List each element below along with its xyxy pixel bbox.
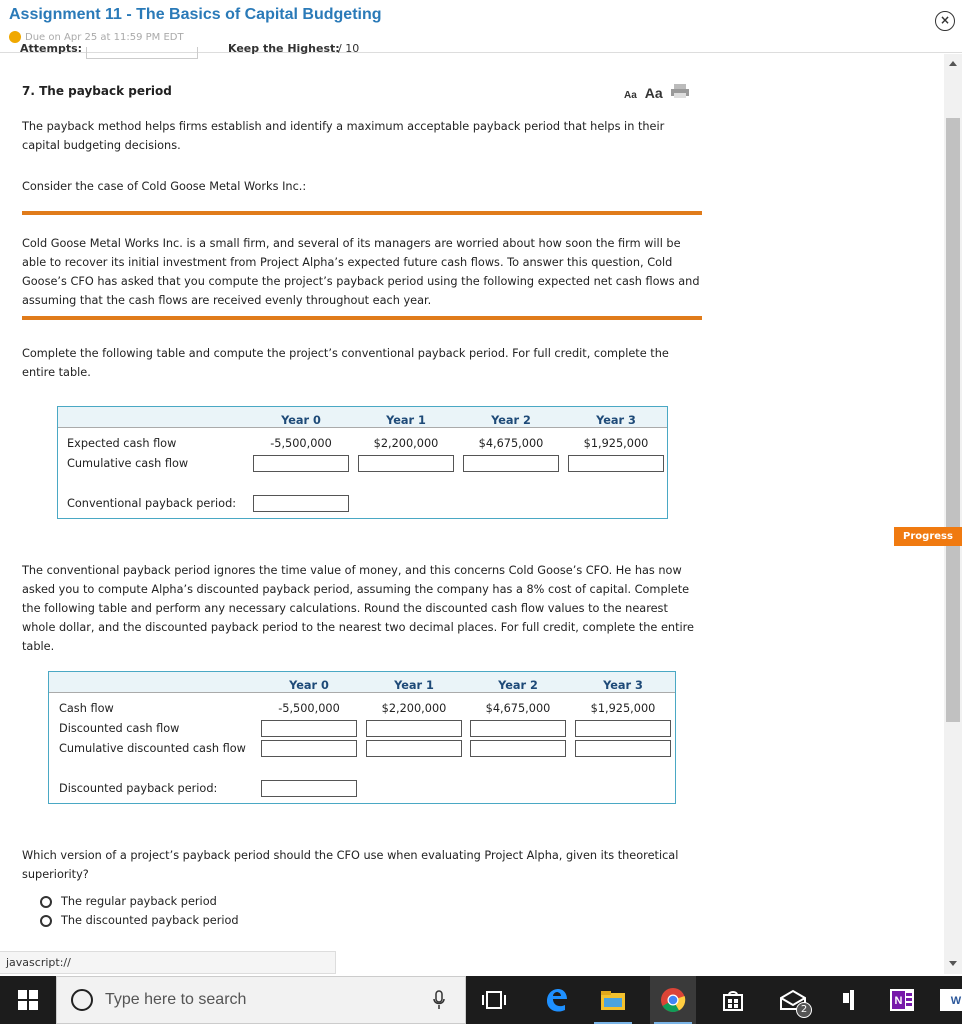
cum-discounted-input-year2[interactable]: [470, 740, 566, 757]
attempts-boxes: [86, 47, 198, 59]
discounted-payback-table: [48, 671, 676, 804]
case-paragraph: Cold Goose Metal Works Inc. is a small firm, and several of its managers are worried about how soon the firm will be able to recover its initial investment from Project Alpha’s expected future cash flows. To answer this question, Cold Goose’s CFO has asked that you compute the project’s payback period using the following expected net cash flows and assuming that the cash flows are received evenly throughout each year.: [22, 237, 700, 307]
scrollbar-thumb[interactable]: [946, 118, 960, 722]
cortana-icon: [71, 989, 93, 1011]
progress-tab[interactable]: Progress: [894, 527, 962, 546]
col2-header-year2: Year 2: [498, 679, 538, 692]
cumulative-input-year3[interactable]: [568, 455, 664, 472]
edge-button[interactable]: [534, 976, 578, 1024]
col2-header-year3: Year 3: [603, 679, 643, 692]
question-content: [0, 54, 944, 974]
t2-cash-flow-year2: $4,675,000: [485, 702, 551, 715]
t2-cash-flow-year3: $1,925,000: [590, 702, 656, 715]
assignment-title: Assignment 11 - The Basics of Capital Budgeting: [9, 6, 382, 23]
font-controls: [624, 84, 689, 101]
scroll-up-arrow-icon[interactable]: [949, 61, 957, 66]
due-text: Due on Apr 25 at 11:59 PM EDT: [25, 31, 184, 43]
divider-bottom: [22, 316, 702, 320]
onenote-button[interactable]: [882, 976, 922, 1024]
font-increase-button[interactable]: Aa: [644, 85, 663, 101]
col2-header-year1: Year 1: [394, 679, 434, 692]
chrome-icon: [660, 987, 686, 1013]
payback-table: [57, 406, 668, 519]
microphone-icon[interactable]: [433, 991, 445, 1009]
divider-top: [22, 211, 702, 215]
conventional-payback-label: Conventional payback period:: [67, 497, 237, 510]
tray-app-button[interactable]: [830, 976, 868, 1024]
flag-icon: [841, 988, 857, 1012]
mc-prompt: Which version of a project’s payback period should the CFO use when evaluating Project Alpha, given its theoretical superiority?: [22, 849, 679, 881]
option-discounted-payback[interactable]: [40, 914, 239, 927]
file-explorer-button[interactable]: [590, 976, 636, 1024]
folder-icon: [600, 989, 626, 1011]
option-label: The discounted payback period: [61, 914, 239, 927]
word-icon: [940, 989, 962, 1011]
assignment-header: [0, 0, 962, 53]
cum-discounted-input-year3[interactable]: [575, 740, 671, 757]
discounted-input-year2[interactable]: [470, 720, 566, 737]
browser-status-bar: javascript://: [0, 951, 336, 974]
close-button[interactable]: [935, 11, 955, 31]
option-regular-payback[interactable]: [40, 895, 217, 908]
cumulative-input-year2[interactable]: [463, 455, 559, 472]
row-label-cumulative-discounted: Cumulative discounted cash flow: [59, 742, 246, 755]
scroll-down-arrow-icon[interactable]: [949, 961, 957, 966]
instruction-paragraph-2: The conventional payback period ignores the time value of money, and this concerns Cold Goose’s CFO. He has now asked you to compute Alpha’s discounted payback period, assuming the company has a 8% cost of capital. Complete the following table and perform any necessary calculations. Round the discounted cash flow values to the nearest whole dollar, and the discounted payback period to the nearest two decimal places. For full credit, complete the entire table.: [22, 564, 694, 653]
cum-discounted-input-year0[interactable]: [261, 740, 357, 757]
discounted-payback-input[interactable]: [261, 780, 357, 797]
store-button[interactable]: [710, 976, 756, 1024]
task-view-button[interactable]: [472, 976, 516, 1024]
cash-flow-year0: -5,500,000: [270, 437, 332, 450]
chrome-button[interactable]: [650, 976, 696, 1024]
attempts-label: Attempts:: [20, 42, 83, 55]
close-icon: ×: [939, 13, 951, 27]
svg-text:N: N: [894, 995, 903, 1007]
radio-button[interactable]: [40, 915, 52, 927]
store-icon: [721, 988, 745, 1012]
word-button[interactable]: [940, 976, 962, 1024]
cash-flow-year3: $1,925,000: [583, 437, 649, 450]
row-label-expected-cash-flow: Expected cash flow: [67, 437, 177, 450]
discounted-payback-label: Discounted payback period:: [59, 782, 218, 795]
cash-flow-year2: $4,675,000: [478, 437, 544, 450]
t2-cash-flow-year0: -5,500,000: [278, 702, 340, 715]
mail-button[interactable]: [768, 976, 818, 1024]
option-label: The regular payback period: [61, 895, 217, 908]
discounted-input-year3[interactable]: [575, 720, 671, 737]
svg-text:W: W: [950, 995, 962, 1007]
question-title: 7. The payback period: [22, 84, 172, 98]
col-header-year2: Year 2: [491, 414, 531, 427]
radio-button[interactable]: [40, 896, 52, 908]
t2-cash-flow-year1: $2,200,000: [381, 702, 447, 715]
row-label-cash-flow: Cash flow: [59, 702, 114, 715]
instruction-paragraph-1: Complete the following table and compute the project’s conventional payback period. For full credit, complete the entire table.: [22, 347, 669, 379]
discounted-input-year0[interactable]: [261, 720, 357, 737]
onenote-icon: [890, 989, 914, 1011]
cash-flow-year1: $2,200,000: [373, 437, 439, 450]
col-header-year1: Year 1: [386, 414, 426, 427]
col-header-year0: Year 0: [281, 414, 321, 427]
row-label-discounted-cash-flow: Discounted cash flow: [59, 722, 180, 735]
keep-highest-label: Keep the Highest:: [228, 42, 340, 55]
edge-icon: [543, 987, 569, 1013]
attempts-row: [20, 42, 580, 55]
print-icon[interactable]: [671, 84, 689, 98]
taskbar-search[interactable]: [56, 976, 466, 1024]
conventional-payback-input[interactable]: [253, 495, 349, 512]
col2-header-year0: Year 0: [289, 679, 329, 692]
keep-highest-value: / 10: [338, 42, 360, 55]
col-header-year3: Year 3: [596, 414, 636, 427]
mail-badge: 2: [796, 1002, 812, 1018]
discounted-input-year1[interactable]: [366, 720, 462, 737]
cumulative-input-year1[interactable]: [358, 455, 454, 472]
task-view-icon: [482, 991, 506, 1009]
cumulative-input-year0[interactable]: [253, 455, 349, 472]
search-placeholder[interactable]: Type here to search: [105, 991, 247, 1008]
intro-paragraph: The payback method helps firms establish and identify a maximum acceptable payback period that helps in their capital budgeting decisions.: [22, 120, 665, 152]
font-decrease-button[interactable]: Aa: [624, 90, 637, 101]
consider-paragraph: Consider the case of Cold Goose Metal Works Inc.:: [22, 180, 307, 193]
row-label-cumulative-cash-flow: Cumulative cash flow: [67, 457, 189, 470]
windows-logo-icon: [18, 990, 38, 1010]
cum-discounted-input-year1[interactable]: [366, 740, 462, 757]
start-button[interactable]: [0, 976, 56, 1024]
